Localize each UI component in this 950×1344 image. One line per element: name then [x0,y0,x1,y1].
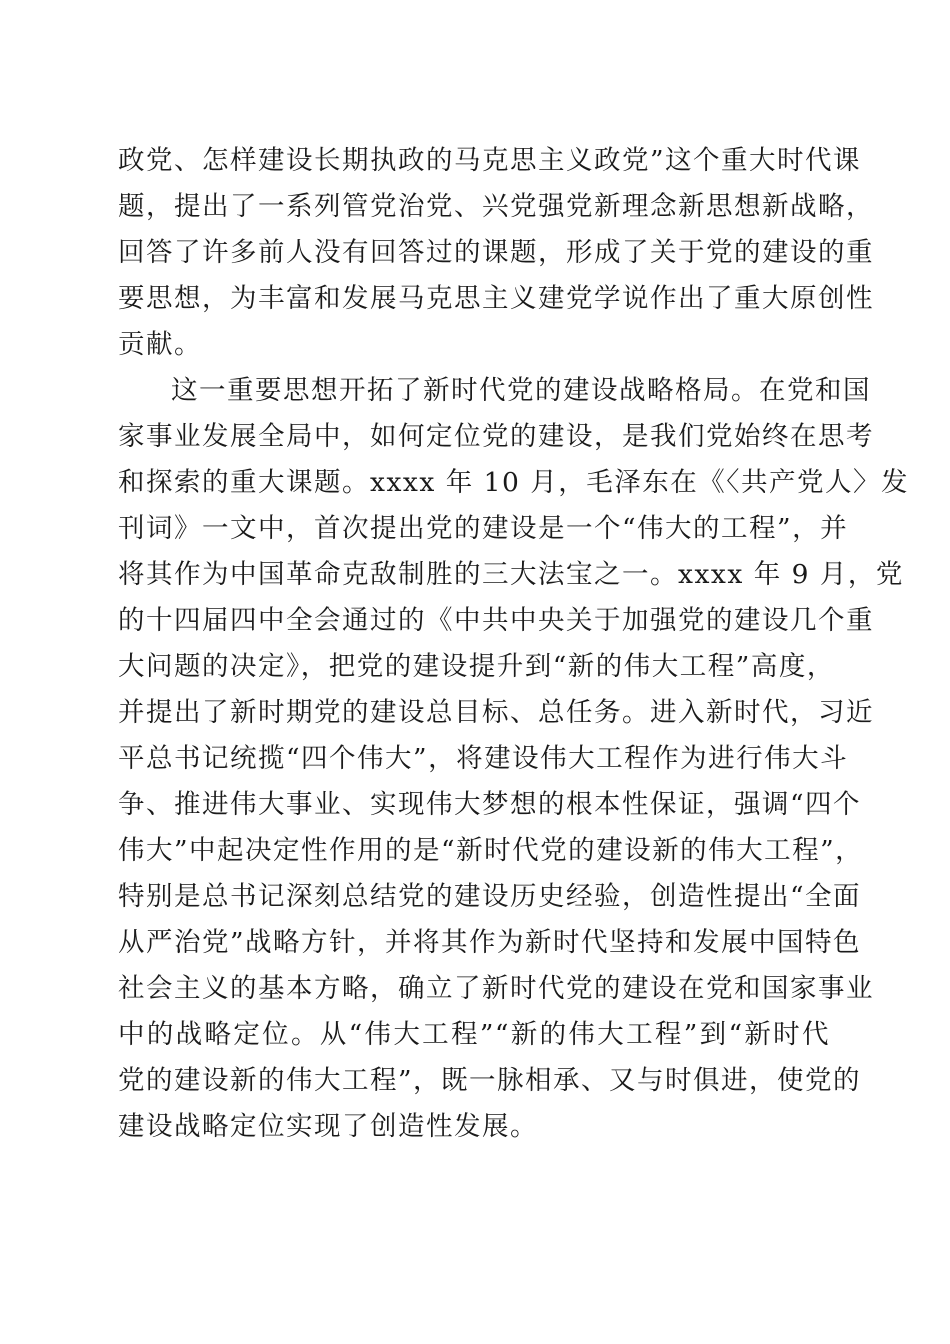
text-line: 伟大”中起决定性作用的是“新时代党的建设新的伟大工程”， [118,835,864,866]
text-line: 大问题的决定》，把党的建设提升到“新的伟大工程”高度， [118,651,835,682]
text-line: 社会主义的基本方略，确立了新时代党的建设在党和国家事业 [118,973,874,1004]
text-line: 特别是总书记深刻总结党的建设历史经验，创造性提出“全面 [118,881,862,912]
text-line: 政党、怎样建设长期执政的马克思主义政党”这个重大时代课 [118,145,862,176]
paragraph-2 [118,368,910,1150]
text-line: 贡献。 [118,329,202,360]
text-line: 中的战略定位。从“伟大工程”“新的伟大工程”到“新时代 [118,1019,830,1050]
text-line: 平总书记统揽“四个伟大”，将建设伟大工程作为进行伟大斗 [118,743,849,774]
text-line: 题，提出了一系列管党治党、兴党强党新理念新思想新战略， [118,191,874,222]
document-body [118,138,910,1150]
paragraph-1 [118,138,874,368]
text-line: 将其作为中国革命克敌制胜的三大法宝之一。xxxx 年 9 月，党 [118,559,904,590]
text-line: 从严治党”战略方针，并将其作为新时代坚持和发展中国特色 [118,927,862,958]
text-line: 并提出了新时期党的建设总目标、总任务。进入新时代，习近 [118,697,874,728]
text-line: 家事业发展全局中，如何定位党的建设，是我们党始终在思考 [118,421,874,452]
text-line: 争、推进伟大事业、实现伟大梦想的根本性保证，强调“四个 [118,789,862,820]
text-line: 刊词》一文中，首次提出党的建设是一个“伟大的工程”，并 [118,513,849,544]
text-line: 的十四届四中全会通过的《中共中央关于加强党的建设几个重 [118,605,874,636]
text-line: 党的建设新的伟大工程”，既一脉相承、又与时俱进，使党的 [118,1065,862,1096]
text-line: 这一重要思想开拓了新时代党的建设战略格局。在党和国 [171,375,871,406]
text-line: 和探索的重大课题。xxxx 年 10 月，毛泽东在《〈共产党人〉发 [118,467,910,498]
text-line: 要思想，为丰富和发展马克思主义建党学说作出了重大原创性 [118,283,874,314]
text-line: 回答了许多前人没有回答过的课题，形成了关于党的建设的重 [118,237,874,268]
text-line: 建设战略定位实现了创造性发展。 [118,1111,538,1142]
